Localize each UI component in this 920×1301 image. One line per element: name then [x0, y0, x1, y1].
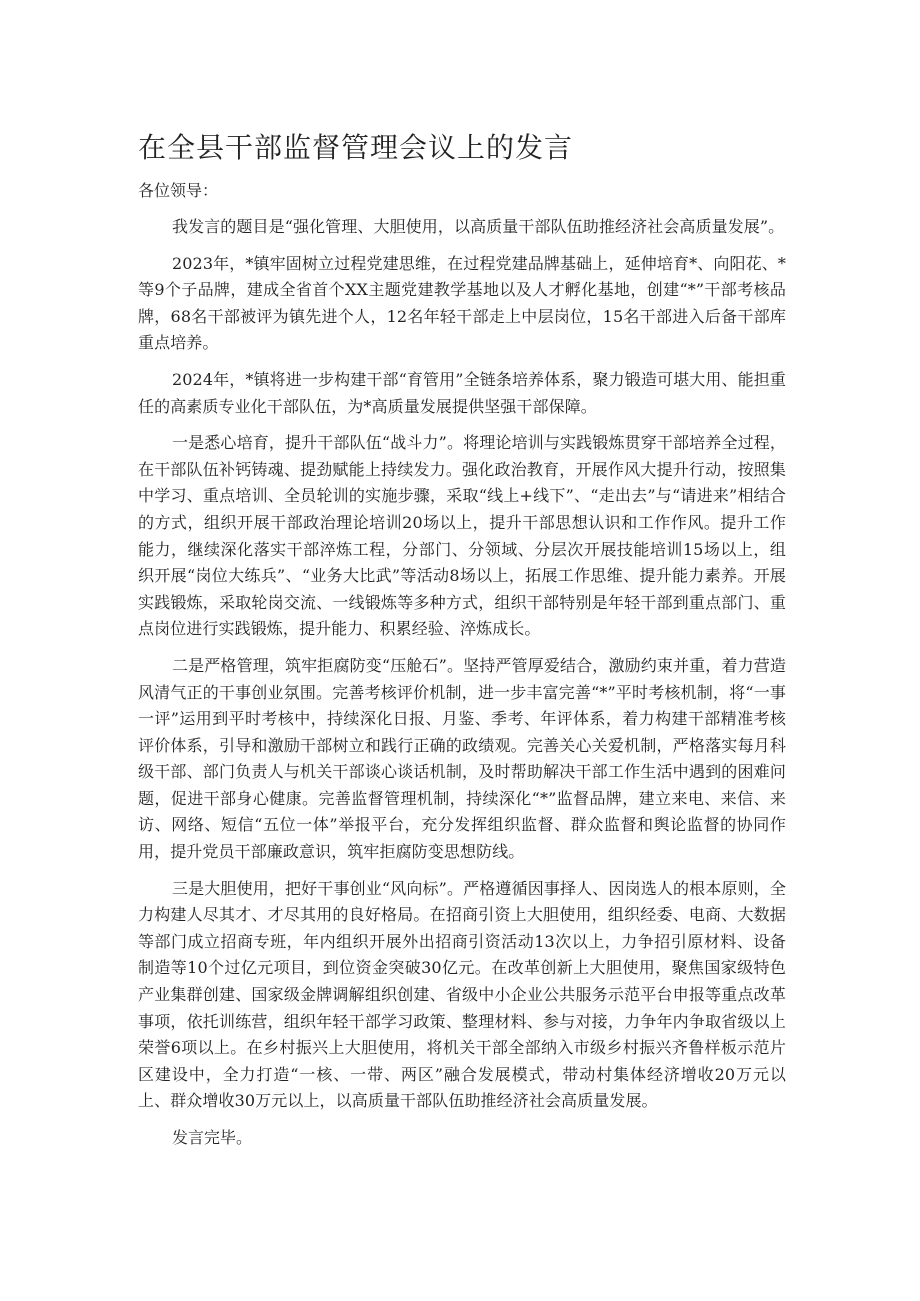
document-title: 在全县干部监督管理会议上的发言 [138, 131, 574, 164]
salutation: 各位领导： [138, 181, 219, 200]
paragraph-2023-review: 2023年，*镇牢固树立过程党建思维，在过程党建品牌基础上，延伸培育*、向阳花、*等9个子品牌，建成全省首个XX主题党建教学基地以及人才孵化基地，创建“*”干部考核品牌，68名干部被评为镇先进个人，12名年轻干部走上中层岗位，15名干部进入后备干部库重点培养。 [138, 253, 786, 353]
paragraph-management: 二是严格管理，筑牢拒腐防变“压舱石”。坚持严管厚爱结合，激励约束并重，着力营造风清气正的干事创业氛围。完善考核评价机制，进一步丰富完善“*”平时考核机制，将“一事一评”运用到平时考核中，持续深化日报、月鉴、季考、年评体系，着力构建干部精准考核评价体系，引导和激励干部树立和践行正确的政绩观。完善关心关爱机制，严格落实每月科级干部、部门负责人与机关干部谈心谈话机制，及时帮助解决干部工作生活中遇到的困难问题，促进干部身心健康。完善监督管理机制，持续深化“*”监督品牌，建立来电、来信、来访、网络、短信“五位一体”举报平台，充分发挥组织监督、群众监督和舆论监督的协同作用，提升党员干部廉政意识，筑牢拒腐防变思想防线。 [138, 655, 786, 862]
paragraph-cultivation: 一是悉心培育，提升干部队伍“战斗力”。将理论培训与实践锻炼贯穿干部培养全过程，在干部队伍补钙铸魂、提劲赋能上持续发力。强化政治教育，开展作风大提升行动，按照集中学习、重点培训、全员轮训的实施步骤，采取“线上+线下”、“走出去”与“请进来”相结合的方式，组织开展干部政治理论培训20场以上，提升干部思想认识和工作作风。提升工作能力，继续深化落实干部淬炼工程，分部门、分领域、分层次开展技能培训15场以上，组织开展“岗位大练兵”、“业务大比武”等活动8场以上，拓展工作思维、提升能力素养。开展实践锻炼，采取轮岗交流、一线锻炼等多种方式，组织干部特别是年轻干部到重点部门、重点岗位进行实践锻炼，提升能力、积累经验、淬炼成长。 [138, 433, 786, 639]
document-body [138, 128, 786, 1151]
paragraph-2024-plan: 2024年，*镇将进一步构建干部“育管用”全链条培养体系，聚力锻造可堪大用、能担重任的高素质专业化干部队伍，为*高质量发展提供坚强干部保障。 [138, 369, 786, 416]
closing-remark: 发言完毕。 [172, 1128, 253, 1147]
paragraph-topic: 我发言的题目是“强化管理、大胆使用，以高质量干部队伍助推经济社会高质量发展”。 [172, 217, 785, 236]
paragraph-utilization: 三是大胆使用，把好干事创业“风向标”。严格遵循因事择人、因岗选人的根本原则，全力构建人尽其才、才尽其用的良好格局。在招商引资上大胆使用，组织经委、电商、大数据等部门成立招商专班，年内组织开展外出招商引资活动13次以上，力争招引原材料、设备制造等10个过亿元项目，到位资金突破30亿元。在改革创新上大胆使用，聚焦国家级特色产业集群创建、国家级金牌调解组织创建、省级中小企业公共服务示范平台申报等重点改革事项，依托训练营，组织年轻干部学习政策、整理材料、参与对接，力争年内争取省级以上荣誉6项以上。在乡村振兴上大胆使用，将机关干部全部纳入市级乡村振兴齐鲁样板示范片区建设中，全力打造“一核、一带、两区”融合发展模式，带动村集体经济增收20万元以上、群众增收30万元以上，以高质量干部队伍助推经济社会高质量发展。 [138, 878, 786, 1111]
